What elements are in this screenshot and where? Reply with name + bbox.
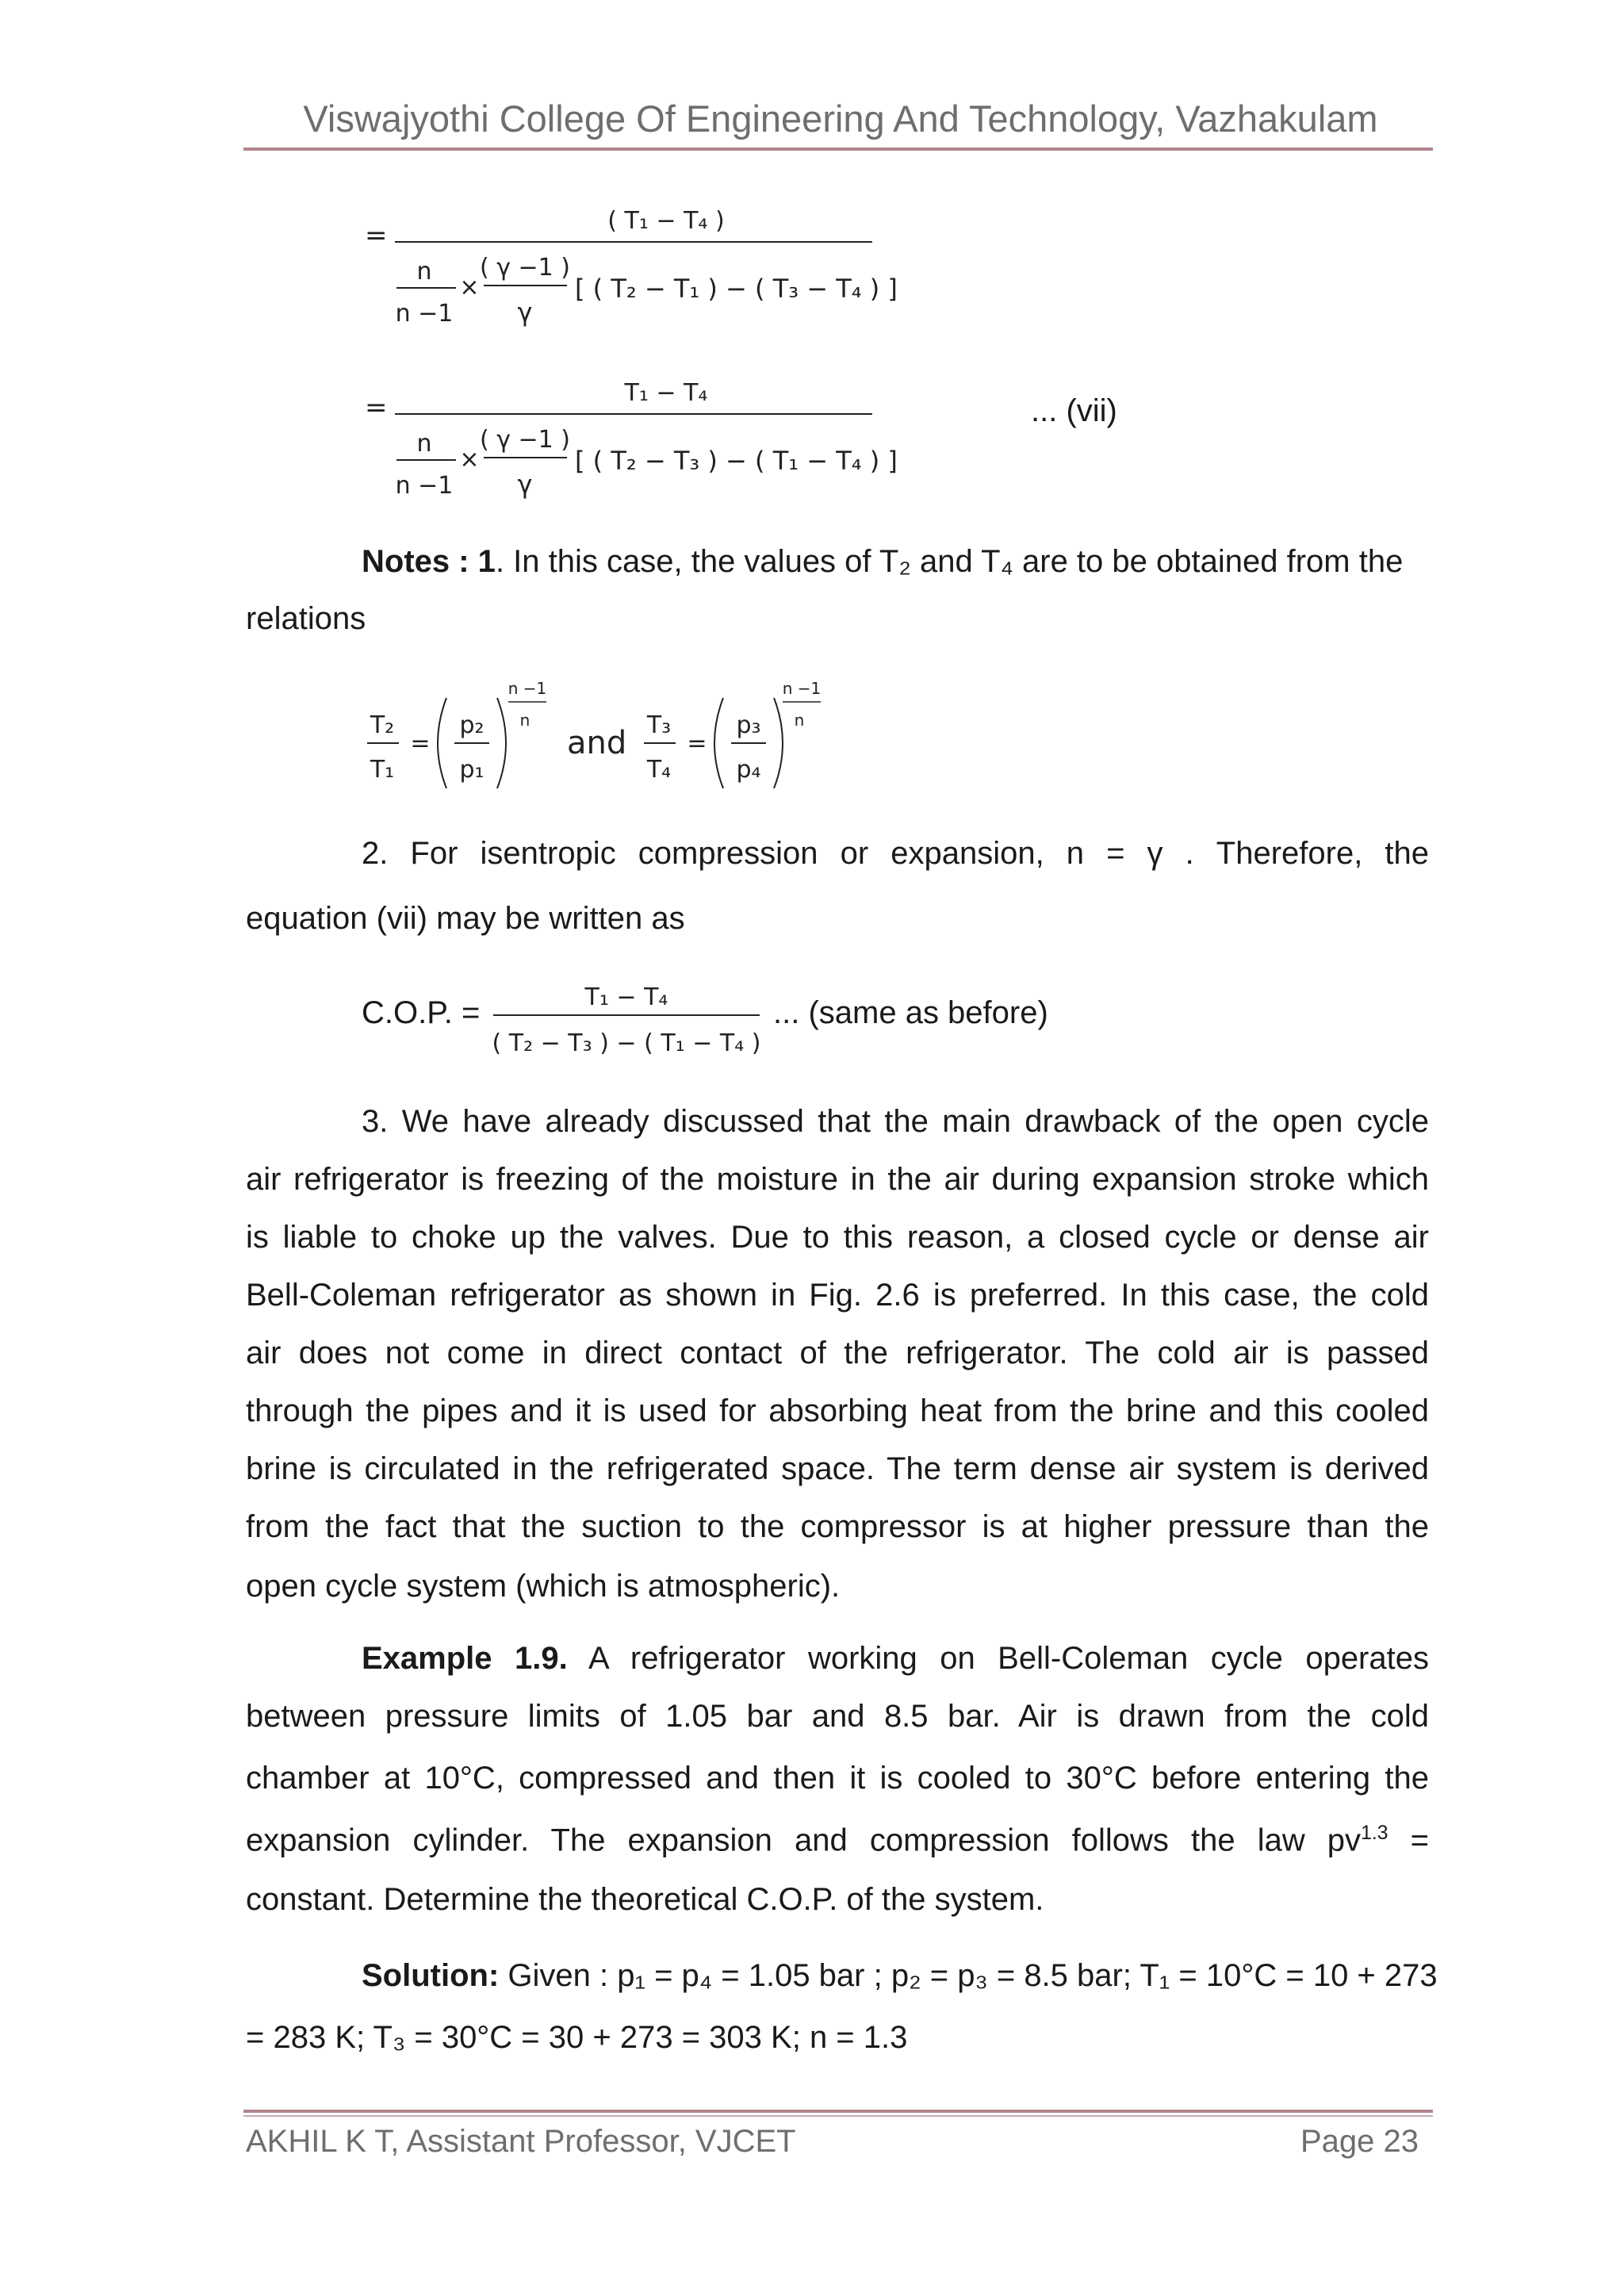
rel-and: and bbox=[567, 725, 627, 761]
note-2-line-1: 2. For isentropic compression or expansion, n = γ . Therefore, the bbox=[362, 836, 1429, 871]
note-1-text: . In this case, the values of T₂ and T₄ are to be obtained from the bbox=[495, 544, 1404, 579]
eq2-n: n bbox=[416, 430, 432, 458]
eq2-bracket: [ ( T₂ − T₃ ) − ( T₁ − T₄ ) ] bbox=[575, 446, 898, 476]
equation-1 bbox=[349, 194, 904, 345]
eq2-gamma: γ bbox=[517, 470, 533, 500]
eq1-numerator: ( T₁ − T₄ ) bbox=[607, 207, 725, 235]
rel-exp1-den: n bbox=[519, 711, 530, 730]
cop-label: C.O.P. = bbox=[362, 995, 481, 1030]
rel-exp2-num: n −1 bbox=[782, 679, 822, 698]
rel-rhs1-num: p₂ bbox=[459, 711, 485, 739]
rel-lhs2-den: T₄ bbox=[646, 756, 672, 784]
page-header-title: Viswajyothi College Of Engineering And Technology, Vazhakulam bbox=[303, 98, 1378, 140]
eq1-gamma-minus-1: ( γ −1 ) bbox=[480, 254, 570, 282]
svg-text:=: = bbox=[687, 730, 707, 757]
eq2-times: × bbox=[459, 446, 480, 473]
note-3-line-8: from the fact that the suction to the compressor is at higher pressure than the bbox=[246, 1509, 1429, 1544]
relations-equation bbox=[361, 676, 852, 807]
solution-line-1 bbox=[246, 1958, 1438, 1994]
note-3-line-2: air refrigerator is freezing of the moisture in the air during expansion stroke which bbox=[246, 1162, 1429, 1197]
rel-exp2-den: n bbox=[794, 711, 805, 730]
rel-rhs2-den: p₄ bbox=[736, 756, 761, 784]
solution-label: Solution: bbox=[362, 1958, 500, 1993]
example-label: Example 1.9. bbox=[362, 1641, 568, 1676]
rel-rhs1-den: p₁ bbox=[459, 756, 485, 784]
svg-text:=: = bbox=[410, 730, 431, 757]
eq2-tag: ... (vii) bbox=[1031, 393, 1117, 428]
note-2-line-2: equation (vii) may be written as bbox=[246, 901, 685, 936]
note-1-label: Notes : 1 bbox=[362, 544, 496, 579]
eq2-gamma-minus-1: ( γ −1 ) bbox=[480, 426, 570, 454]
cop-numerator: T₁ − T₄ bbox=[584, 983, 668, 1011]
footer-rule-2 bbox=[243, 2115, 1433, 2117]
header-rule bbox=[243, 148, 1433, 151]
equation-2 bbox=[349, 366, 904, 517]
example-line-2: between pressure limits of 1.05 bar and 8.5 bar. Air is drawn from the cold bbox=[246, 1699, 1429, 1734]
footer-rule bbox=[243, 2110, 1433, 2113]
solution-text-1: Given : p₁ = p₄ = 1.05 bar ; p₂ = p₃ = 8.5 bar; T₁ = 10°C = 10 + 273 bbox=[499, 1958, 1438, 1993]
example-exponent: 1.3 bbox=[1361, 1823, 1388, 1844]
cop-tag: ... (same as before) bbox=[773, 995, 1048, 1030]
example-line-4 bbox=[246, 1823, 1429, 1858]
eq1-n-minus-1: n −1 bbox=[395, 300, 454, 328]
note-3-line-3: is liable to choke up the valves. Due to this reason, a closed cycle or dense air bbox=[246, 1220, 1429, 1255]
example-line-5: constant. Determine the theoretical C.O.P. of the system. bbox=[246, 1882, 1044, 1917]
rel-exp1-num: n −1 bbox=[508, 679, 547, 698]
note-1-line bbox=[362, 542, 1403, 581]
rel-lhs2-num: T₃ bbox=[646, 711, 672, 739]
rel-lhs1-num: T₂ bbox=[370, 711, 395, 739]
eq1-times: × bbox=[459, 274, 480, 301]
solution-line-2: = 283 K; T₃ = 30°C = 30 + 273 = 303 K; n = 1.3 bbox=[246, 2020, 908, 2055]
eq2-numerator: T₁ − T₄ bbox=[624, 379, 708, 407]
rel-lhs1-den: T₁ bbox=[370, 756, 395, 784]
note-3-line-6: through the pipes and it is used for absorbing heat from the brine and this cooled bbox=[246, 1393, 1429, 1428]
note-3-line-1: 3. We have already discussed that the main drawback of the open cycle bbox=[362, 1104, 1429, 1139]
eq1-n: n bbox=[416, 258, 432, 286]
note-3-line-4: Bell-Coleman refrigerator as shown in Fig. 2.6 is preferred. In this case, the cold bbox=[246, 1278, 1429, 1313]
note-1-text-2: relations bbox=[246, 601, 366, 636]
example-text-1: A refrigerator working on Bell-Coleman cycle operates bbox=[567, 1641, 1429, 1676]
rel-rhs2-num: p₃ bbox=[736, 711, 761, 739]
note-3-line-5: air does not come in direct contact of the refrigerator. The cold air is passed bbox=[246, 1336, 1429, 1370]
eq1-equals: = bbox=[365, 220, 388, 251]
note-3-line-7: brine is circulated in the refrigerated space. The term dense air system is derived bbox=[246, 1451, 1429, 1486]
eq1-gamma: γ bbox=[517, 297, 533, 328]
eq1-bracket: [ ( T₂ − T₁ ) − ( T₃ − T₄ ) ] bbox=[575, 274, 898, 304]
example-text-4: expansion cylinder. The expansion and compression follows the law pv bbox=[246, 1823, 1362, 1858]
eq2-equals: = bbox=[365, 392, 388, 424]
cop-fraction bbox=[484, 972, 769, 1071]
example-line-1 bbox=[246, 1641, 1429, 1677]
footer-page-number: Page 23 bbox=[1300, 2124, 1419, 2159]
example-line-3: chamber at 10°C, compressed and then it is cooled to 30°C before entering the bbox=[246, 1761, 1429, 1796]
note-3-line-9: open cycle system (which is atmospheric). bbox=[246, 1569, 841, 1604]
footer-author: AKHIL K T, Assistant Professor, VJCET bbox=[246, 2124, 796, 2159]
example-text-4-end: = bbox=[1388, 1823, 1429, 1858]
eq2-n-minus-1: n −1 bbox=[395, 472, 454, 500]
cop-denominator: ( T₂ − T₃ ) − ( T₁ − T₄ ) bbox=[492, 1029, 761, 1057]
